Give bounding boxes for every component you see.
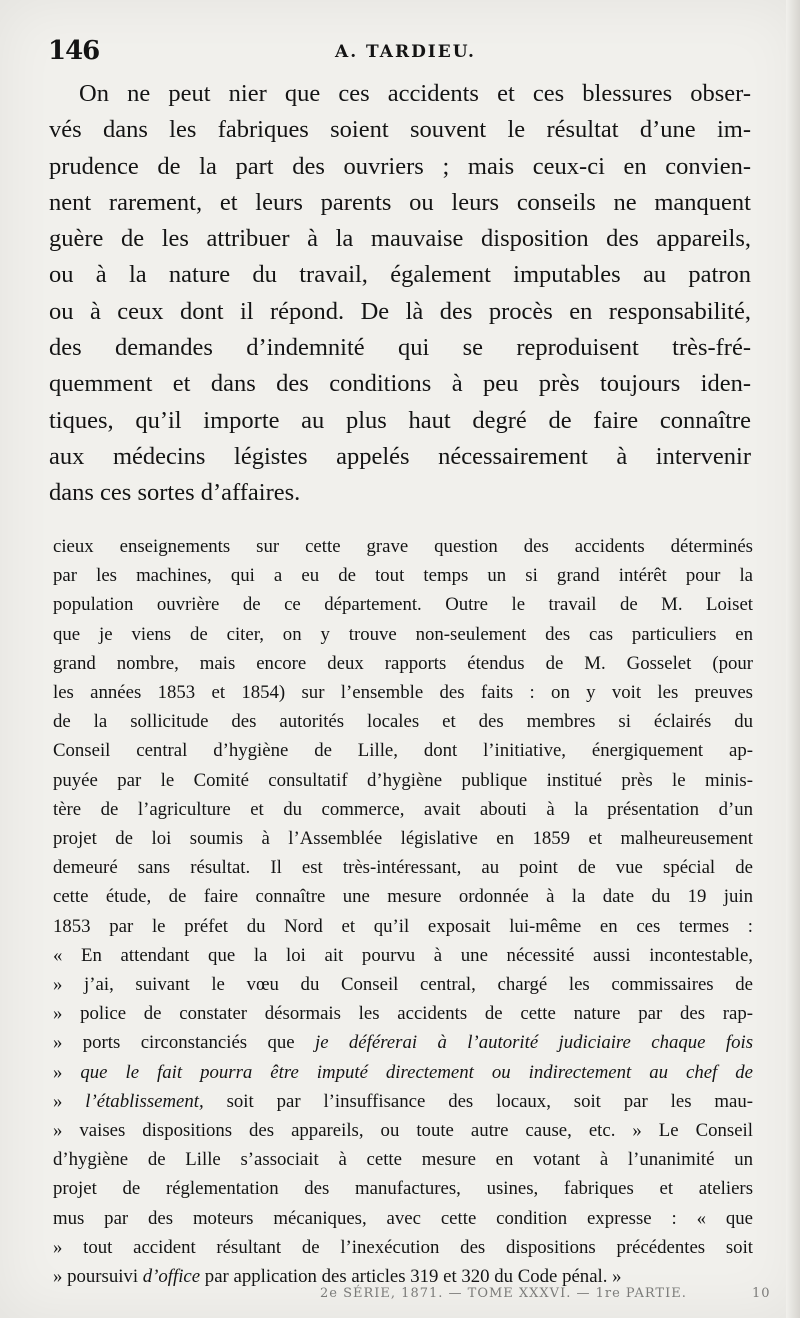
quote-text: soit par l’insuffisance des locaux, soit par les mau- <box>203 1090 753 1112</box>
paragraph-line: guère de les attribuer à la mauvaise disposition des appareils, <box>49 225 751 253</box>
footnote-line: » j’ai, suivant le vœu du Conseil central, chargé les commissaires de <box>53 974 753 996</box>
quote-italic: que le fait pourra être imputé directement ou indirectement au chef de <box>80 1061 753 1083</box>
footnote-line: que je viens de citer, on y trouve non-seulement des cas particuliers en <box>53 623 753 645</box>
paragraph-line: tiques, qu’il importe au plus haut degré de faire connaître <box>49 406 751 434</box>
footnote-line <box>53 1087 753 1116</box>
quote-text: » poursuivi <box>53 1266 143 1288</box>
paragraph-line: des demandes d’indemnité qui se reproduisent très-fré- <box>49 334 751 362</box>
footnote-line: mus par des moteurs mécaniques, avec cette condition expresse : « que <box>53 1207 753 1229</box>
footnote-line <box>53 1058 753 1087</box>
paragraph-line: nent rarement, et leurs parents ou leurs conseils ne manquent <box>49 188 751 216</box>
quote-italic: d’office <box>142 1266 201 1288</box>
paragraph-line: aux médecins légistes appelés nécessairement à intervenir <box>49 442 751 470</box>
footnote-line <box>53 1028 753 1057</box>
footnote-line: » police de constater désormais les accidents de cette nature par des rap- <box>53 1003 753 1025</box>
footnote-line: « En attendant que la loi ait pourvu à une nécessité aussi incontestable, <box>53 944 753 966</box>
paragraph-line: vés dans les fabriques soient souvent le résultat d’une im- <box>49 116 751 144</box>
sheet-number: 10 <box>751 1286 771 1301</box>
quote-text: par application des articles 319 et 320 du Code pénal. » <box>200 1266 622 1288</box>
running-title: A. TARDIEU. <box>335 42 476 62</box>
footnote-line: tère de l’agriculture et du commerce, avait abouti à la présentation d’un <box>53 798 753 820</box>
footnote-line: population ouvrière de ce département. Outre le travail de M. Loiset <box>53 594 753 616</box>
footnote-line: Conseil central d’hygiène de Lille, dont l’initiative, énergiquement ap- <box>53 740 753 762</box>
quote-italic: je déférerai à l’autorité judiciaire chaque fois <box>314 1032 754 1054</box>
paragraph-line: On ne peut nier que ces accidents et ces blessures obser- <box>79 80 751 107</box>
paragraph-line: prudence de la part des ouvriers ; mais ceux-ci en convien- <box>49 152 751 180</box>
footnote-line: demeuré sans résultat. Il est très-intéressant, au point de vue spécial de <box>53 857 753 879</box>
footnote-line: d’hygiène de Lille s’associait à cette mesure en votant à l’unanimité un <box>53 1149 753 1171</box>
footnote <box>53 532 753 1291</box>
signature-line <box>320 1286 780 1301</box>
footnote-line: » vaises dispositions des appareils, ou toute autre cause, etc. » Le Conseil <box>53 1120 753 1142</box>
paragraph-line: ou à la nature du travail, également imputables au patron <box>49 261 751 289</box>
footnote-line: les années 1853 et 1854) sur l’ensemble des faits : on y voit les preuves <box>53 682 753 704</box>
footnote-line: projet de réglementation des manufactures, usines, fabriques et ateliers <box>53 1178 753 1200</box>
quote-mark: » <box>53 1061 81 1083</box>
quote-italic: l’établissement, <box>85 1090 204 1112</box>
signature-text: 2e SÉRIE, 1871. — TOME XXXVI. — 1re PARTIE. <box>320 1286 687 1301</box>
footnote-line: de la sollicitude des autorités locales et des membres si éclairés du <box>53 711 753 733</box>
paragraph-line: quemment et dans des conditions à peu près toujours iden- <box>49 370 751 398</box>
page-header <box>48 36 745 70</box>
footnote-line: 1853 par le préfet du Nord et qu’il exposait lui-même en ces termes : <box>53 915 753 937</box>
footnote-line: cette étude, de faire connaître une mesure ordonnée à la date du 19 juin <box>53 886 753 908</box>
footnote-line: cieux enseignements sur cette grave question des accidents déterminés <box>53 536 753 557</box>
page-edge-shadow <box>786 0 800 1318</box>
quote-mark: » <box>53 1090 86 1112</box>
main-paragraph <box>49 76 751 512</box>
paragraph-line: ou à ceux dont il répond. De là des procès en responsabilité, <box>49 297 751 325</box>
page-number: 146 <box>48 36 100 66</box>
footnote-line: grand nombre, mais encore deux rapports étendus de M. Gosselet (pour <box>53 652 753 674</box>
footnote-line: » tout accident résultant de l’inexécution des dispositions précédentes soit <box>53 1236 753 1258</box>
footnote-line: par les machines, qui a eu de tout temps un si grand intérêt pour la <box>53 565 753 587</box>
footnote-line: puyée par le Comité consultatif d’hygiène publique institué près le minis- <box>53 769 753 791</box>
paragraph-line: dans ces sortes d’affaires. <box>49 479 301 507</box>
footnote-line: projet de loi soumis à l’Assemblée législative en 1859 et malheureusement <box>53 828 753 850</box>
quote-text: » ports circonstanciés que <box>53 1032 315 1054</box>
